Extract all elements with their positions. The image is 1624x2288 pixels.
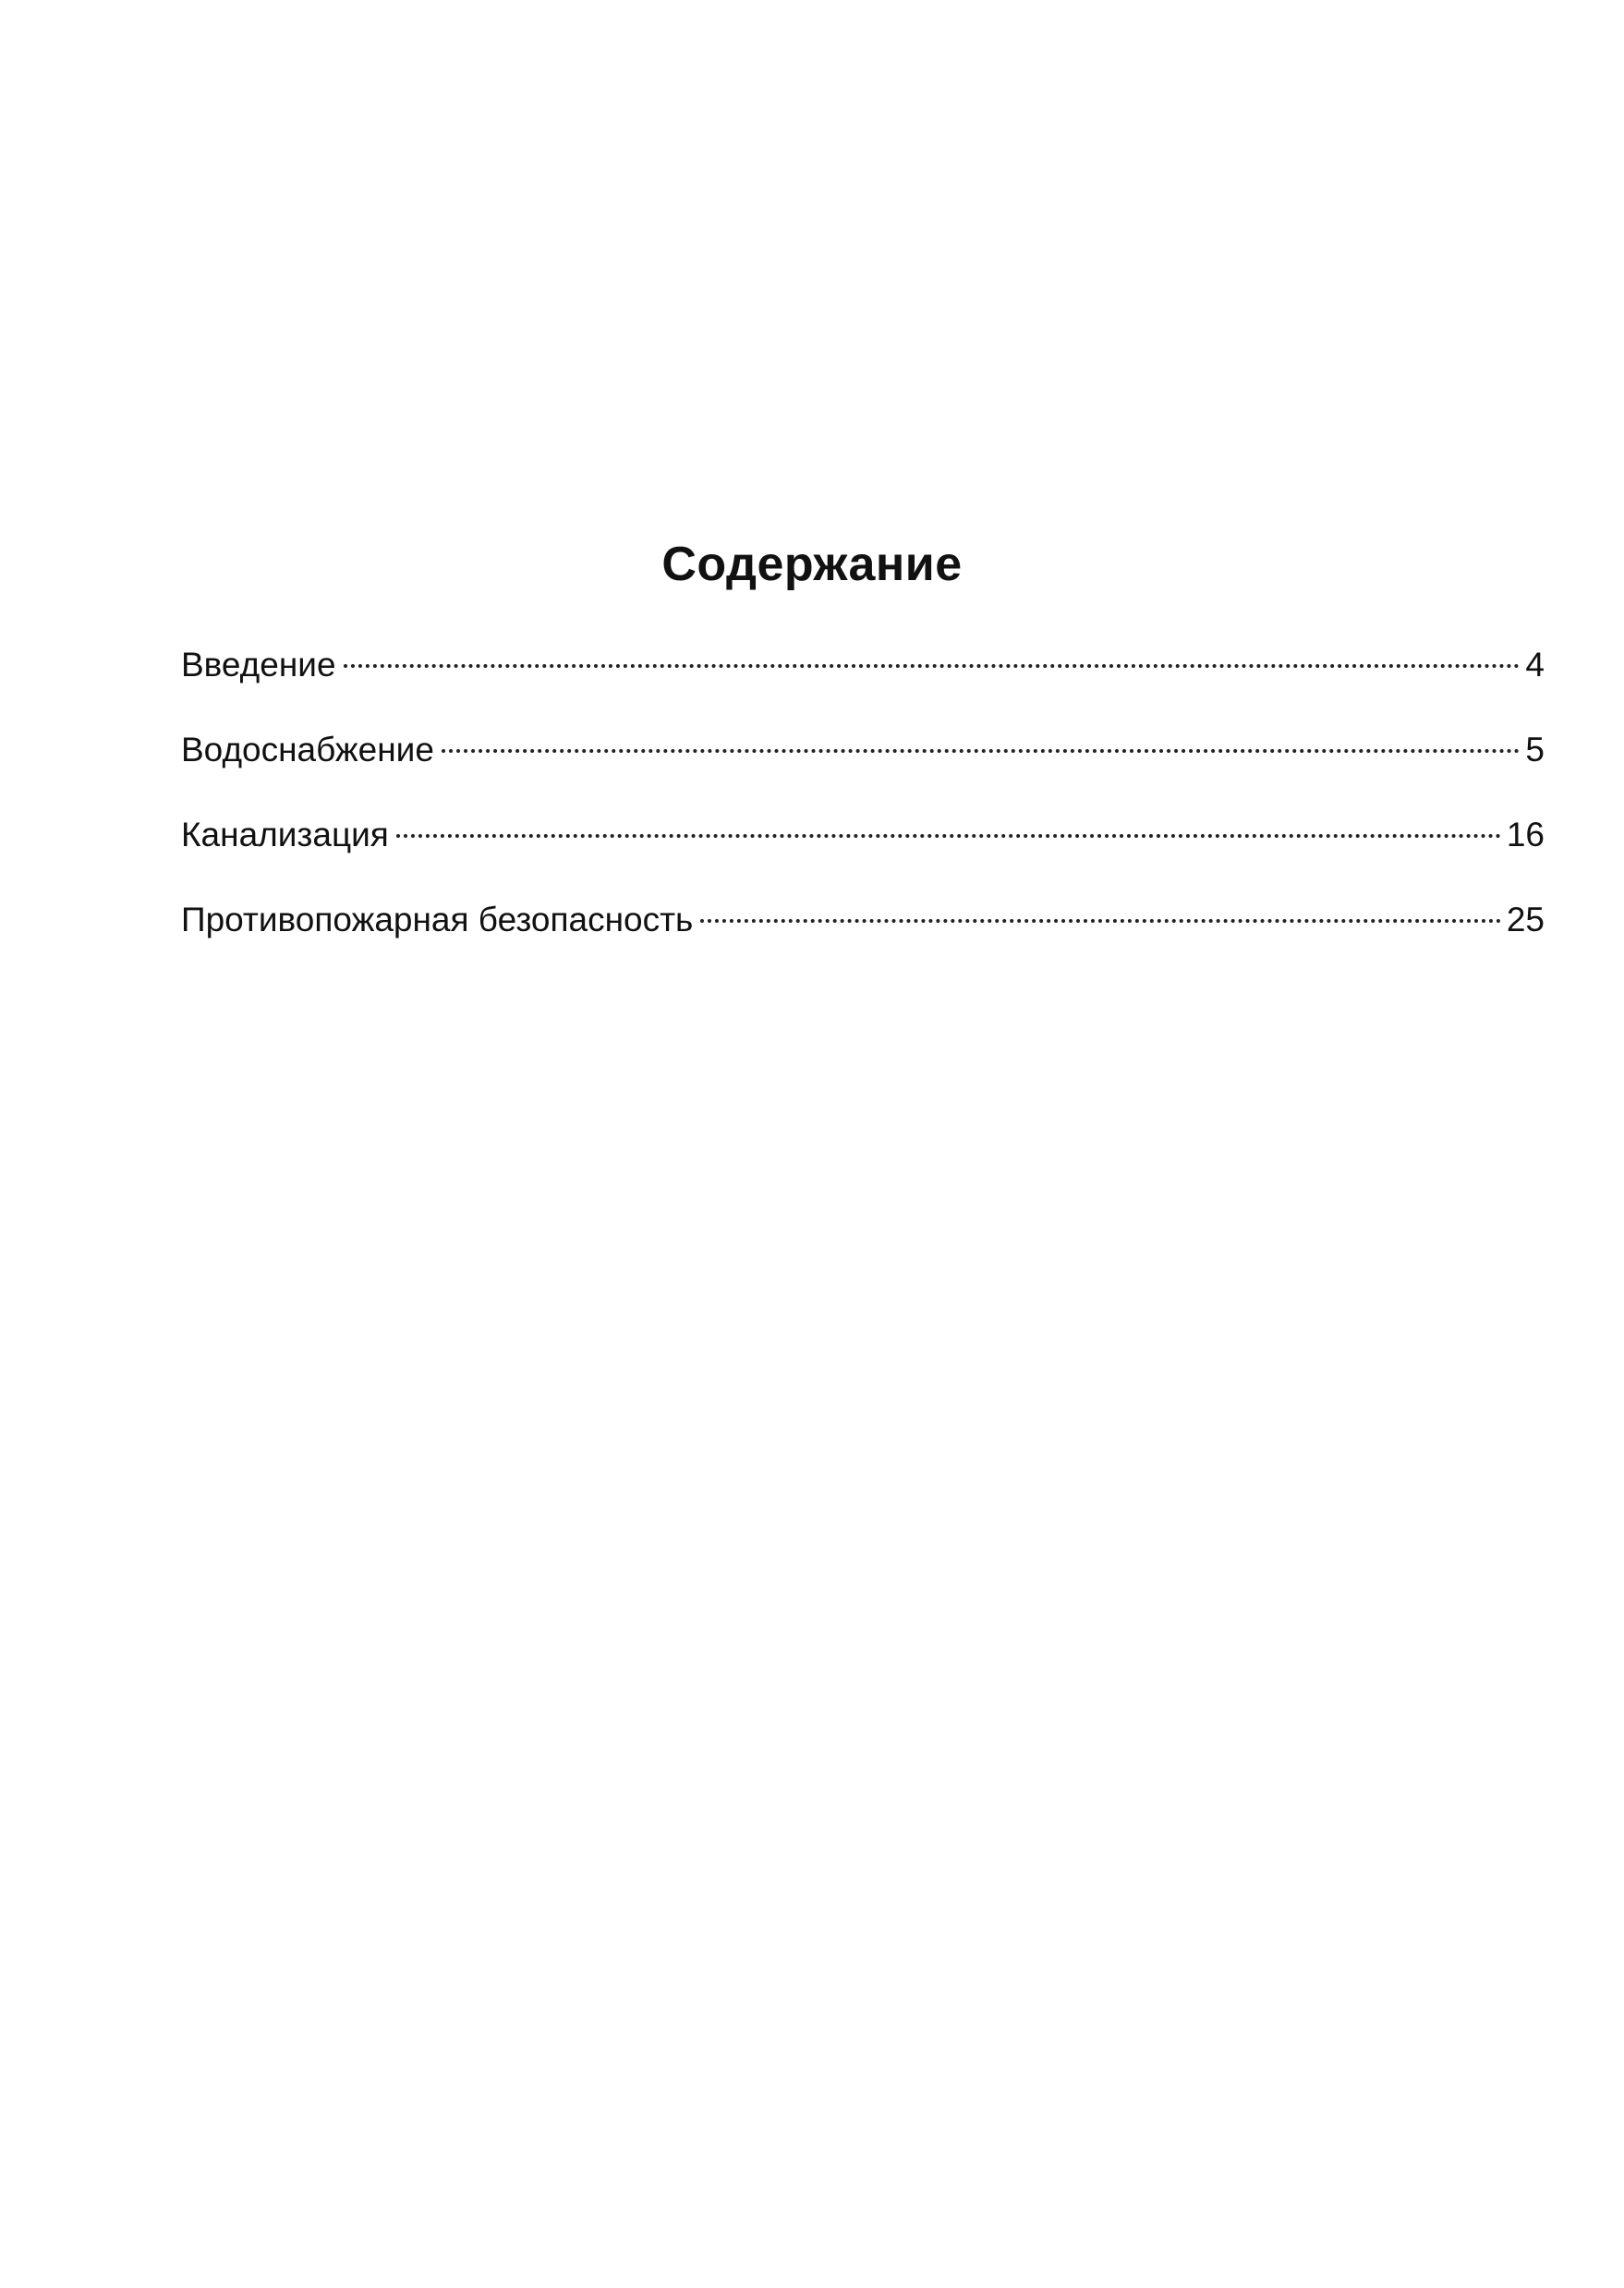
toc-entry-water-supply[interactable] — [181, 722, 1545, 807]
toc-entry-label: Введение — [181, 646, 336, 684]
toc-entry-introduction[interactable] — [181, 637, 1545, 722]
toc-title: Содержание — [661, 538, 963, 591]
toc-entry-label: Водоснабжение — [181, 731, 434, 769]
toc-list — [181, 637, 1545, 977]
toc-entry-label: Противопожарная безопасность — [181, 901, 694, 938]
toc-entry-sewerage[interactable] — [181, 807, 1545, 892]
toc-entry-fire-safety[interactable] — [181, 892, 1545, 977]
toc-entry-page-number: 5 — [1525, 731, 1545, 769]
toc-dot-leader — [700, 919, 1501, 923]
toc-dot-leader — [344, 664, 1521, 668]
toc-entry-page-number: 25 — [1506, 901, 1545, 938]
toc-entry-label: Канализация — [181, 816, 389, 853]
toc-entry-page-number: 4 — [1525, 646, 1545, 684]
toc-dot-leader — [396, 834, 1501, 838]
toc-entry-page-number: 16 — [1506, 816, 1545, 853]
toc-dot-leader — [442, 749, 1521, 753]
